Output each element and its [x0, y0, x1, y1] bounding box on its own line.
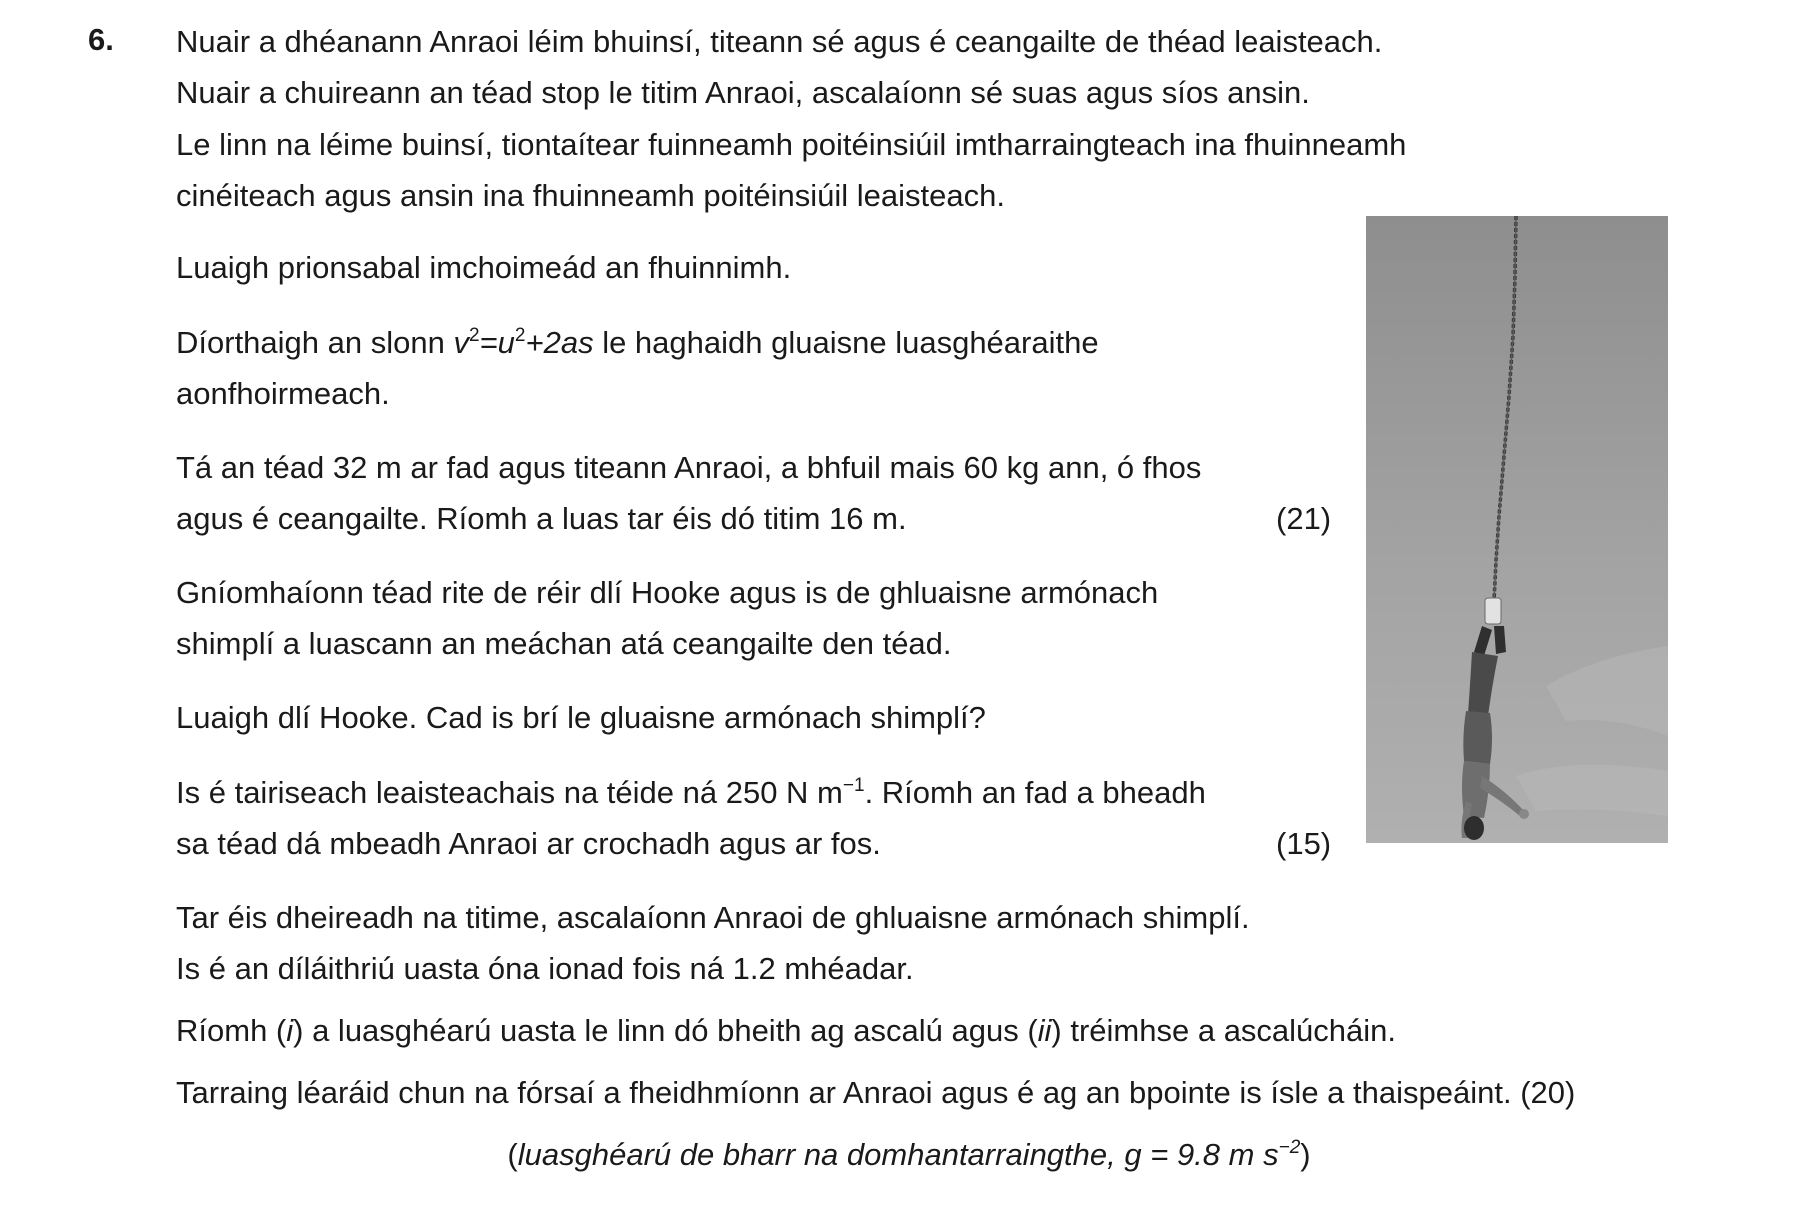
- derive-text-after: le haghaidh gluaisne luasghéaraithe: [593, 325, 1099, 360]
- shm-calc-text-2: ) a luasghéarú uasta le linn dó bheith ag ascalú agus (: [293, 1013, 1038, 1048]
- shm-calc-ii: ii: [1037, 1013, 1052, 1048]
- question-number: 6.: [88, 22, 114, 57]
- footnote-close: ): [1300, 1137, 1311, 1172]
- jumper-shorts: [1463, 711, 1492, 764]
- elastic-line-1: [176, 773, 1206, 813]
- derive-formula-plus: +2as: [525, 325, 594, 360]
- derive-formula-v: v: [453, 325, 469, 360]
- footnote-open: (: [507, 1137, 518, 1172]
- jumper-hand-right: [1519, 809, 1529, 819]
- sky-background: [1366, 216, 1668, 843]
- derive-exp-2: 2: [514, 325, 526, 346]
- intro-line-2: Nuair a chuireann an téad stop le titim Anraoi, ascalaíonn sé suas agus síos ansin.: [176, 75, 1310, 110]
- jumper-foot-right: [1494, 626, 1506, 654]
- shm-line-1: Tar éis dheireadh na titime, ascalaíonn Anraoi de ghluaisne armónach shimplí.: [176, 900, 1250, 935]
- hooke-intro-line-1: Gníomhaíonn téad rite de réir dlí Hooke agus is de ghluaisne armónach: [176, 575, 1159, 610]
- derive-prompt-line-1: [176, 323, 1099, 363]
- elastic-text-after: . Ríomh an fad a bheadh: [864, 775, 1206, 810]
- hooke-intro-line-2: shimplí a luascann an meáchan atá ceangailte den téad.: [176, 626, 952, 661]
- shm-calc-i: i: [286, 1013, 294, 1048]
- cloud-wisp-lower: [1516, 765, 1668, 816]
- intro-line-1: Nuair a dhéanann Anraoi léim bhuinsí, titeann sé agus é ceangailte de théad leaisteach.: [176, 24, 1383, 59]
- shm-calc-text-3: ) tréimhse a ascalúcháin.: [1051, 1013, 1397, 1048]
- elastic-line-2: sa téad dá mbeadh Anraoi ar crochadh agus ar fos.: [176, 826, 881, 861]
- rope-calc-line-1: Tá an téad 32 m ar fad agus titeann Anraoi, a bhfuil mais 60 kg ann, ó fhos: [176, 450, 1202, 485]
- jumper-head: [1464, 816, 1484, 840]
- elastic-text-before: Is é tairiseach leaisteachais na téide ná 250 N m: [176, 775, 843, 810]
- shm-line-2: Is é an díláithriú uasta óna ionad fois ná 1.2 mhéadar.: [176, 951, 914, 986]
- hooke-prompt: Luaigh dlí Hooke. Cad is brí le gluaisne armónach shimplí?: [176, 700, 986, 735]
- conservation-prompt: Luaigh prionsabal imchoimeád an fhuinnimh.: [176, 250, 792, 285]
- rope-harness: [1485, 598, 1501, 624]
- rope-calc-line-2: agus é ceangailte. Ríomh a luas tar éis dó titim 16 m.: [176, 501, 907, 536]
- elastic-exp: −1: [842, 775, 865, 796]
- gravity-footnote: [0, 1135, 1818, 1175]
- footnote-exp: −2: [1278, 1137, 1301, 1158]
- shm-calc-text-1: Ríomh (: [176, 1013, 287, 1048]
- diagram-prompt: Tarraing léaráid chun na fórsaí a fheidhmíonn ar Anraoi agus é ag an bpointe is ísle a thaispeáint. (20): [176, 1075, 1576, 1110]
- shm-calc-prompt: [176, 1011, 1396, 1051]
- intro-line-3: Le linn na léime buinsí, tiontaítear fuinneamh poitéinsiúil imtharraingteach ina fhuinneamh: [176, 127, 1407, 162]
- intro-line-4: cinéiteach agus ansin ina fhuinneamh poitéinsiúil leaisteach.: [176, 178, 1005, 213]
- footnote-text: luasghéarú de bharr na domhantarraingthe, g = 9.8 m s: [517, 1137, 1279, 1172]
- marks-part-a: (21): [1276, 501, 1332, 536]
- derive-formula-eq: =u: [479, 325, 515, 360]
- bungee-jumper-photo: [1366, 216, 1668, 843]
- derive-prompt-line-2: aonfhoirmeach.: [176, 376, 390, 411]
- derive-text-before: Díorthaigh an slonn: [176, 325, 454, 360]
- marks-part-b: (15): [1276, 826, 1332, 861]
- derive-exp-1: 2: [468, 325, 480, 346]
